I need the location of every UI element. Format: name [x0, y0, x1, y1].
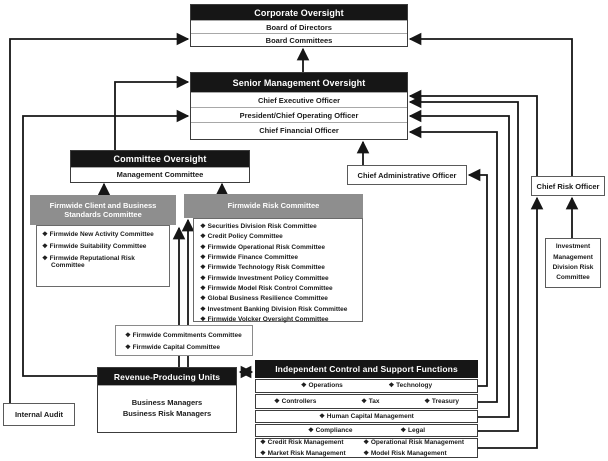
- investment-management-division-risk-committee: Investment Management Division Risk Committee: [545, 238, 601, 288]
- frc-item: ❖ Firmwide Investment Policy Committee: [200, 274, 329, 282]
- chief-risk-officer: Chief Risk Officer: [531, 176, 605, 196]
- internal-audit: Internal Audit: [3, 403, 75, 426]
- icsf-title: Independent Control and Support Functions: [255, 360, 478, 378]
- icsf-cell: ❖ Technology: [388, 382, 433, 390]
- icsf-row-human-capital: [255, 410, 478, 423]
- frc-item: ❖ Global Business Resilience Committee: [200, 295, 328, 303]
- frc-item: ❖ Firmwide Model Risk Control Committee: [200, 284, 333, 292]
- icsf-cell: ❖ Controllers: [274, 397, 317, 405]
- board-committees: Board Committees: [191, 33, 407, 46]
- icsf-cell: ❖ Compliance: [307, 426, 353, 434]
- business-managers: Business Managers: [131, 398, 203, 408]
- connector-icsf-row1-to-cao: [469, 175, 487, 386]
- icsf-cell: ❖ Model Risk Management: [363, 449, 447, 457]
- icsf-row-compliance-legal: [255, 424, 478, 437]
- frc-items: [193, 218, 363, 322]
- rpu-body: [98, 385, 236, 432]
- frc-item: ❖ Firmwide Operational Risk Committee: [200, 243, 326, 251]
- icsf-cell: ❖ Market Risk Management: [260, 449, 346, 457]
- fcbsc-header: Firmwide Client and Business Standards Committee: [30, 195, 176, 225]
- fcbsc-item: ❖ Firmwide Suitability Committee: [42, 243, 147, 251]
- corporate-oversight-box: [190, 4, 408, 47]
- committee-oversight-title: Committee Oversight: [71, 151, 249, 167]
- icsf-row-operations-technology: [255, 379, 478, 393]
- fcbsc-items: [36, 225, 170, 287]
- frc-item: ❖ Firmwide Finance Committee: [200, 253, 298, 261]
- commitments-item: ❖ Firmwide Capital Committee: [125, 344, 221, 352]
- president-coo: President/Chief Operating Officer: [191, 107, 407, 122]
- corporate-oversight-title: Corporate Oversight: [191, 5, 407, 20]
- committee-oversight-box: [70, 150, 250, 183]
- fcbsc-item: ❖ Firmwide New Activity Committee: [42, 231, 154, 238]
- commitments-box: [115, 325, 253, 356]
- icsf-cell: ❖ Credit Risk Management: [260, 439, 344, 447]
- business-risk-managers: Business Risk Managers: [122, 409, 212, 418]
- frc-item: ❖ Firmwide Technology Risk Committee: [200, 264, 325, 272]
- chief-financial-officer: Chief Financial Officer: [191, 122, 407, 137]
- frc-item: ❖ Investment Banking Division Risk Committee: [200, 305, 348, 313]
- board-of-directors: Board of Directors: [191, 20, 407, 33]
- icsf-cell: ❖ Human Capital Management: [319, 412, 414, 420]
- commitments-item: ❖ Firmwide Commitments Committee: [125, 332, 242, 339]
- chief-executive-officer: Chief Executive Officer: [191, 92, 407, 107]
- icsf-cell: ❖ Legal: [400, 426, 426, 434]
- rpu-title: Revenue-Producing Units: [98, 368, 236, 385]
- management-committee: Management Committee: [71, 167, 249, 181]
- fcbsc-item: ❖ Firmwide Reputational Risk Committee: [42, 255, 135, 270]
- icsf-cell: ❖ Operational Risk Management: [363, 439, 465, 447]
- connector-cro-to-board-committees: [410, 39, 572, 176]
- frc-item: ❖ Credit Policy Committee: [200, 233, 283, 241]
- frc-item: ❖ Firmwide Volcker Oversight Committee: [200, 315, 329, 323]
- icsf-cell: ❖ Treasury: [424, 397, 459, 405]
- icsf-cell: ❖ Tax: [361, 397, 380, 405]
- chief-administrative-officer: Chief Administrative Officer: [347, 165, 467, 185]
- senior-management-box: [190, 72, 408, 140]
- icsf-cell: ❖ Operations: [300, 382, 343, 390]
- revenue-producing-units-box: [97, 367, 237, 433]
- frc-header: Firmwide Risk Committee: [184, 194, 363, 218]
- senior-management-title: Senior Management Oversight: [191, 73, 407, 92]
- icsf-row-risk-management: [255, 438, 478, 458]
- icsf-row-controllers-tax-treasury: [255, 394, 478, 409]
- frc-item: ❖ Securities Division Risk Committee: [200, 223, 317, 230]
- icsf-box: [255, 360, 478, 458]
